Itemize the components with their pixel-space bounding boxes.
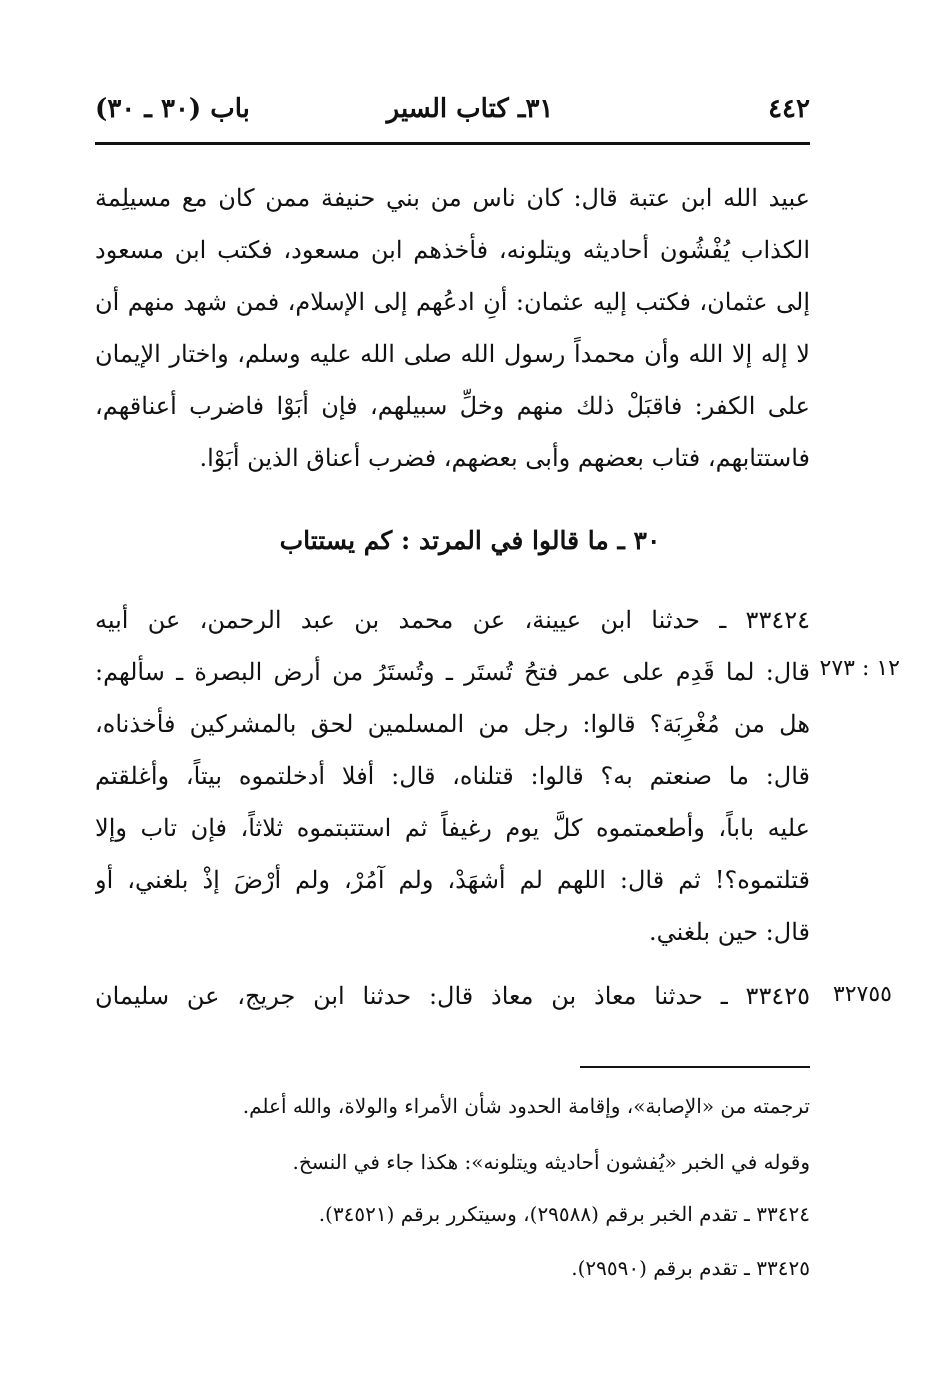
footnote-rule — [580, 1066, 810, 1068]
text-line: قال: حين بلغني. — [649, 918, 810, 946]
text-line: عليه باباً، وأطعمتموه كلَّ يوم رغيفاً ثم استتبتموه ثلاثاً، فإن تاب وإلا — [95, 814, 810, 842]
book-title: ٣١ـ كتاب السير — [386, 94, 554, 124]
text-line: هل من مُغْرِبَة؟ قالوا: رجل من المسلمين لحق بالمشركين فأخذناه، — [95, 710, 810, 738]
footnote: ترجمته من «الإصابة»، وإقامة الحدود شأن الأمراء والولاة، والله أعلم. — [242, 1094, 810, 1118]
margin-note-cross-ref: ٣٢٧٥٥ — [832, 982, 892, 1007]
margin-note-volume-page: ١٢ : ٢٧٣ — [819, 656, 900, 681]
footnote: ٣٣٤٢٥ ـ تقدم برقم (٢٩٥٩٠). — [571, 1256, 810, 1280]
text-line: إلى عثمان، فكتب إليه عثمان: أنِ ادعُهم إلى الإسلام، فمن شهد منهم أن — [95, 288, 810, 316]
text-line: ٣٣٤٢٥ ـ حدثنا معاذ بن معاذ قال: حدثنا ابن جريج، عن سليمان — [95, 982, 810, 1010]
text-line: لا إله إلا الله وأن محمداً رسول الله صلى الله عليه وسلم، واختار الإيمان — [95, 340, 810, 368]
page-number: ٤٤٢ — [768, 94, 810, 124]
text-line: قال: ما صنعتم به؟ قالوا: قتلناه، قال: أفلا أدخلتموه بيتاً، وأغلقتم — [95, 762, 810, 790]
text-line: الكذاب يُفْشُون أحاديثه ويتلونه، فأخذهم ابن مسعود، فكتب ابن مسعود — [95, 236, 810, 264]
text-line: قتلتموه؟! ثم قال: اللهم لم أشهَدْ، ولم آمُرْ، ولم أرْضَ إذْ بلغني، أو — [95, 866, 810, 894]
chapter-range: باب (٣٠ ـ ٣٠) — [95, 94, 250, 124]
hadith-33424 — [95, 594, 810, 958]
text-line: ٣٣٤٢٤ ـ حدثنا ابن عيينة، عن محمد بن عبد الرحمن، عن أبيه — [95, 606, 810, 634]
hadith-33425 — [95, 970, 810, 1022]
continuation-paragraph — [95, 172, 810, 484]
text-line: فاستتابهم، فتاب بعضهم وأبى بعضهم، فضرب أعناق الذين أبَوْا. — [199, 444, 810, 472]
footnote: ٣٣٤٢٤ ـ تقدم الخبر برقم (٢٩٥٨٨)، وسيتكرر برقم (٣٤٥٢١). — [318, 1202, 810, 1226]
footnote: وقوله في الخبر «يُفشون أحاديثه ويتلونه»: هكذا جاء في النسخ. — [292, 1150, 810, 1174]
text-line: على الكفر: فاقبَلْ ذلك منهم وخلِّ سبيلهم، فإن أبَوْا فاضرب أعناقهم، — [95, 392, 810, 420]
text-line: قال: لما قَدِم على عمر فتحُ تُستَر ـ وتُستَرُ من أرض البصرة ـ سألهم: — [95, 658, 810, 686]
header-rule — [95, 142, 810, 145]
text-line: عبيد الله ابن عتبة قال: كان ناس من بني حنيفة ممن كان مع مسيلِمة — [95, 184, 810, 212]
section-heading: ٣٠ ـ ما قالوا في المرتد : كم يستتاب — [279, 526, 661, 555]
